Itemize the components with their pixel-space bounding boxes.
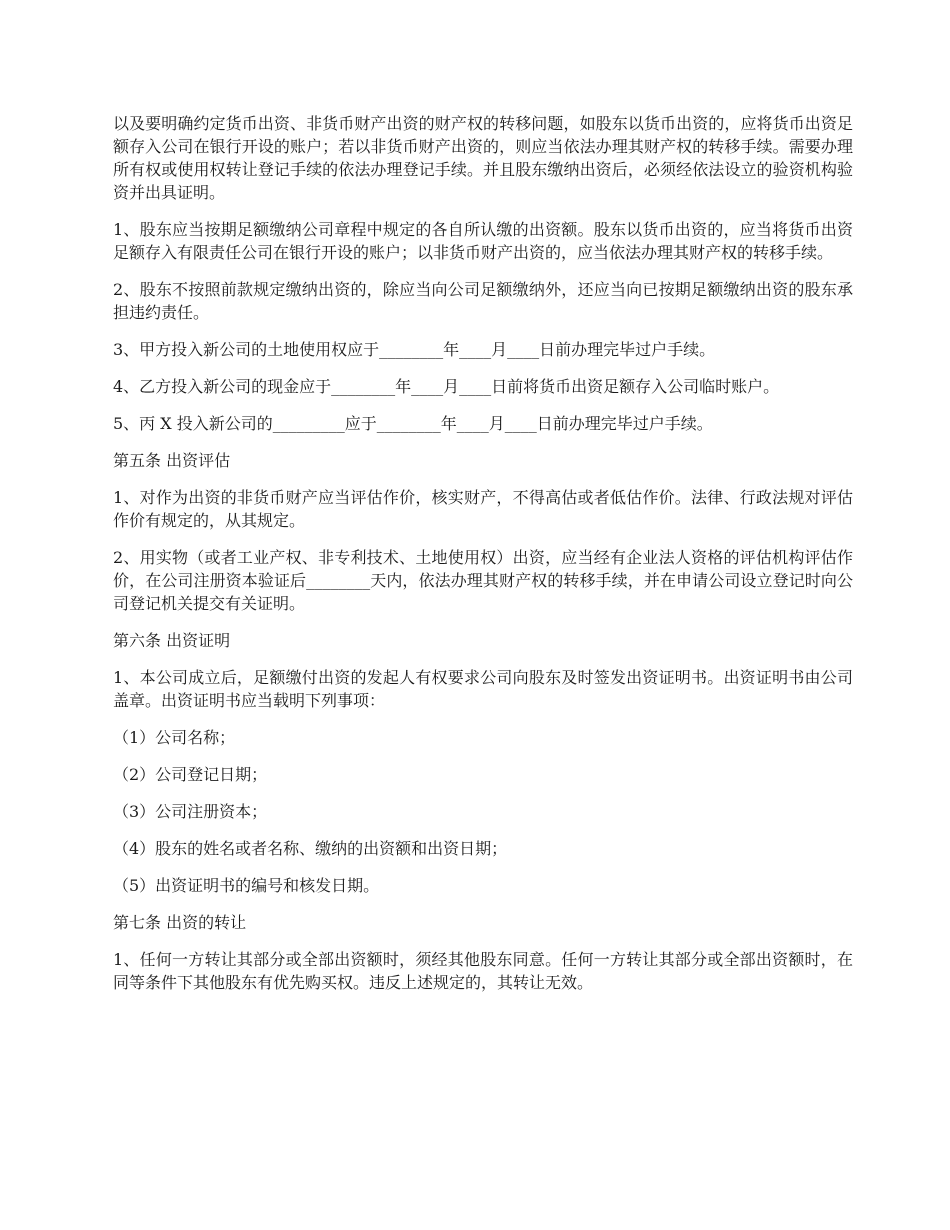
paragraph-article-5-item-2: 2、用实物（或者工业产权、非专利技术、土地使用权）出资，应当经有企业法人资格的评估机构评估作价，在公司注册资本验证后________天内，依法办理其财产权的转移手续，并在申请公司设立登记时向公司登记机关提交有关证明。	[113, 548, 853, 613]
paragraph-clause-5: 5、丙 X 投入新公司的_________应于________年____月____日前办理完毕过户手续。	[113, 414, 713, 433]
paragraph-clause-4: 4、乙方投入新公司的现金应于________年____月____日前将货币出资足额存入公司临时账户。	[113, 377, 780, 396]
paragraph-clause-2: 2、股东不按照前款规定缴纳出资的，除应当向公司足额缴纳外，还应当向已按期足额缴纳出资的股东承担违约责任。	[113, 280, 853, 322]
list-item-certificate-number: （5）出资证明书的编号和核发日期。	[113, 876, 380, 895]
paragraph-article-5-item-1: 1、对作为出资的非货币财产应当评估作价，核实财产，不得高估或者低估作价。法律、行政法规对评估作价有规定的，从其规定。	[113, 488, 853, 530]
document-page	[113, 112, 853, 1008]
paragraph-clause-1: 1、股东应当按期足额缴纳公司章程中规定的各自所认缴的出资额。股东以货币出资的，应当将货币出资足额存入有限责任公司在银行开设的账户；以非货币财产出资的，应当依法办理其财产权的转移手续。	[113, 220, 853, 262]
section-heading-article-5: 第五条 出资评估	[113, 451, 231, 470]
section-heading-article-7: 第七条 出资的转让	[113, 913, 247, 932]
paragraph-article-6-item-1: 1、本公司成立后，足额缴付出资的发起人有权要求公司向股东及时签发出资证明书。出资证明书由公司盖章。出资证明书应当载明下列事项：	[113, 668, 853, 710]
list-item-shareholder-info: （4）股东的姓名或者名称、缴纳的出资额和出资日期；	[113, 839, 508, 858]
section-heading-article-6: 第六条 出资证明	[113, 631, 231, 650]
list-item-registration-date: （2）公司登记日期；	[113, 765, 268, 784]
paragraph-article-7-item-1: 1、任何一方转让其部分或全部出资额时，须经其他股东同意。任何一方转让其部分或全部出资额时，在同等条件下其他股东有优先购买权。违反上述规定的，其转让无效。	[113, 950, 853, 992]
list-item-registered-capital: （3）公司注册资本；	[113, 802, 268, 821]
paragraph-clause-3: 3、甲方投入新公司的土地使用权应于________年____月____日前办理完毕过户手续。	[113, 340, 716, 359]
list-item-company-name: （1）公司名称；	[113, 728, 236, 747]
paragraph-intro: 以及要明确约定货币出资、非货币财产出资的财产权的转移问题，如股东以货币出资的，应将货币出资足额存入公司在银行开设的账户；若以非货币财产出资的，则应当依法办理其财产权的转移手续。需要办理所有权或使用权转让登记手续的依法办理登记手续。并且股东缴纳出资后，必须经依法设立的验资机构验资并出具证明。	[113, 114, 853, 202]
